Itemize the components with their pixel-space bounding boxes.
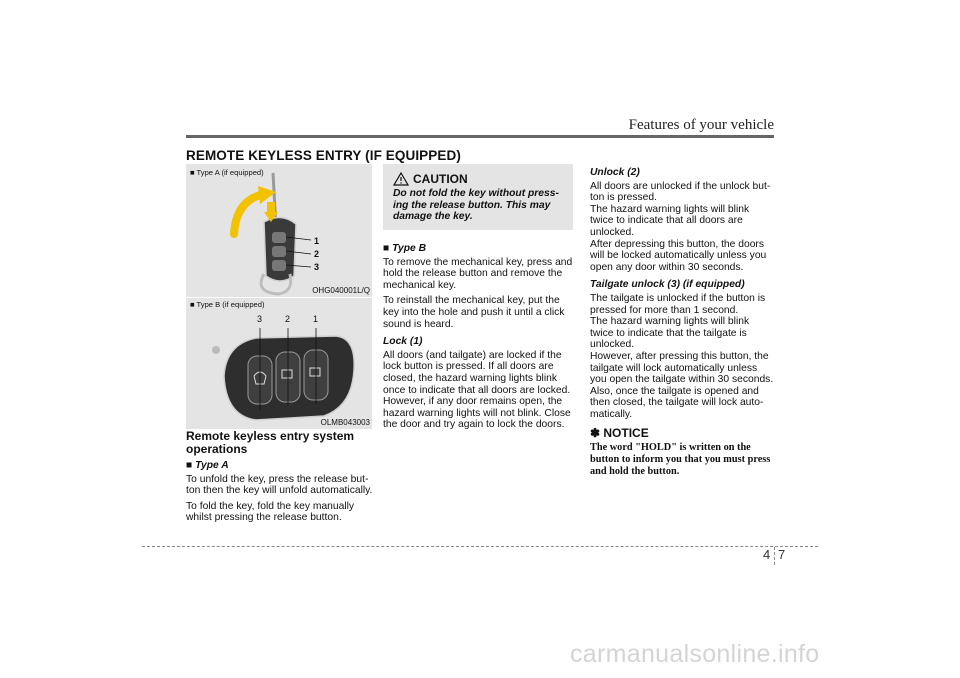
lock-body: All doors (and tailgate) are locked if the lock button is pressed. If all doors are closed, the hazard warning lights blink once to indicate that all doors are locked. However, if any door remains open, the hazard warning lights will not blink. Close the door and try again to lock the doors. (383, 349, 571, 431)
figure-type-a (186, 164, 372, 297)
callout-a-2: 2 (314, 249, 320, 259)
column-2 (383, 243, 573, 435)
section-title: REMOTE KEYLESS ENTRY (IF EQUIPPED) (186, 148, 461, 163)
tailgate-paragraph-1: The tailgate is unlocked if the button is pressed for more than 1 second. (590, 292, 766, 316)
callout-b-2: 2 (285, 314, 291, 324)
watermark: carmanualsonline.info (570, 640, 820, 668)
header-rule (186, 135, 774, 138)
figure-a-label: ■ Type A (if equipped) (190, 168, 264, 177)
type-b-paragraph-1: To remove the mechanical key, press and hold the release button and remove the mechanical key. (383, 256, 573, 291)
tailgate-heading: Tailgate unlock (3) (if equipped) (590, 279, 745, 291)
notice-body: The word "HOLD" is written on the button to inform you that you must press and hold the button. (590, 442, 771, 477)
figure-b-code: OLMB043003 (320, 418, 370, 427)
tailgate-paragraph-4: Also, once the tailgate is opened and then closed, the tailgate will lock auto-matically. (590, 385, 764, 420)
notice-title: ✽ NOTICE (590, 426, 649, 441)
type-b-paragraph-2: To reinstall the mechanical key, put the key into the hole and push it until a click sound is heard. (383, 295, 565, 330)
warning-triangle-icon (393, 172, 409, 186)
column-1 (186, 430, 374, 528)
chapter-number: 4 (763, 547, 771, 562)
callout-b-1: 1 (313, 314, 319, 324)
type-b-label: ■ Type B (383, 243, 427, 254)
page-number: 7 (778, 547, 786, 562)
tailgate-paragraph-3: However, after pressing this button, the tailgate will lock automatically unless you open the tailgate within 30 seconds. (590, 350, 774, 386)
type-a-label: ■ Type A (186, 460, 229, 471)
caution-box (383, 164, 573, 230)
type-a-paragraph-2: To fold the key, fold the key manually whilst pressing the release button. (186, 500, 355, 524)
running-header: Features of your vehicle (628, 117, 774, 133)
tailgate-button-shape (272, 260, 286, 271)
figure-type-b (186, 298, 372, 429)
figure-b-label: ■ Type B (if equipped) (190, 300, 265, 309)
key-fob-type-a-illustration (186, 164, 372, 297)
unlock-paragraph-3: After depressing this button, the doors will be locked automatically unless you open any door within 30 seconds. (590, 238, 767, 273)
unlock-heading: Unlock (2) (590, 167, 640, 178)
unlock-paragraph-1: All doors are unlocked if the unlock but-ton is pressed. (590, 180, 771, 204)
callout-a-1: 1 (314, 236, 320, 246)
callout-b-3: 3 (257, 314, 263, 324)
figure-a-code: OHG040001L/Q (312, 286, 370, 295)
caution-body: Do not fold the key without press-ing the release button. This may damage the key. (393, 188, 559, 223)
lock-heading: Lock (1) (383, 336, 423, 348)
type-a-paragraph-1: To unfold the key, press the release but-ton then the key will unfold automatically. (186, 473, 373, 497)
column-3 (590, 167, 774, 477)
page-number-separator (774, 547, 776, 565)
lock-button-shape (272, 232, 286, 243)
caution-title: CAUTION (413, 172, 468, 186)
operations-heading: Remote keyless entry system operations (186, 429, 355, 456)
callout-a-3: 3 (314, 262, 320, 272)
unlock-button-shape (272, 246, 286, 257)
key-fob-type-b-illustration (186, 298, 372, 429)
footer-rule (142, 546, 818, 547)
unlock-paragraph-2: The hazard warning lights will blink twice to indicate that all doors are unlocked. (590, 203, 750, 238)
tailgate-paragraph-2: The hazard warning lights will blink twice to indicate that the tailgate is unlocked. (590, 316, 750, 351)
